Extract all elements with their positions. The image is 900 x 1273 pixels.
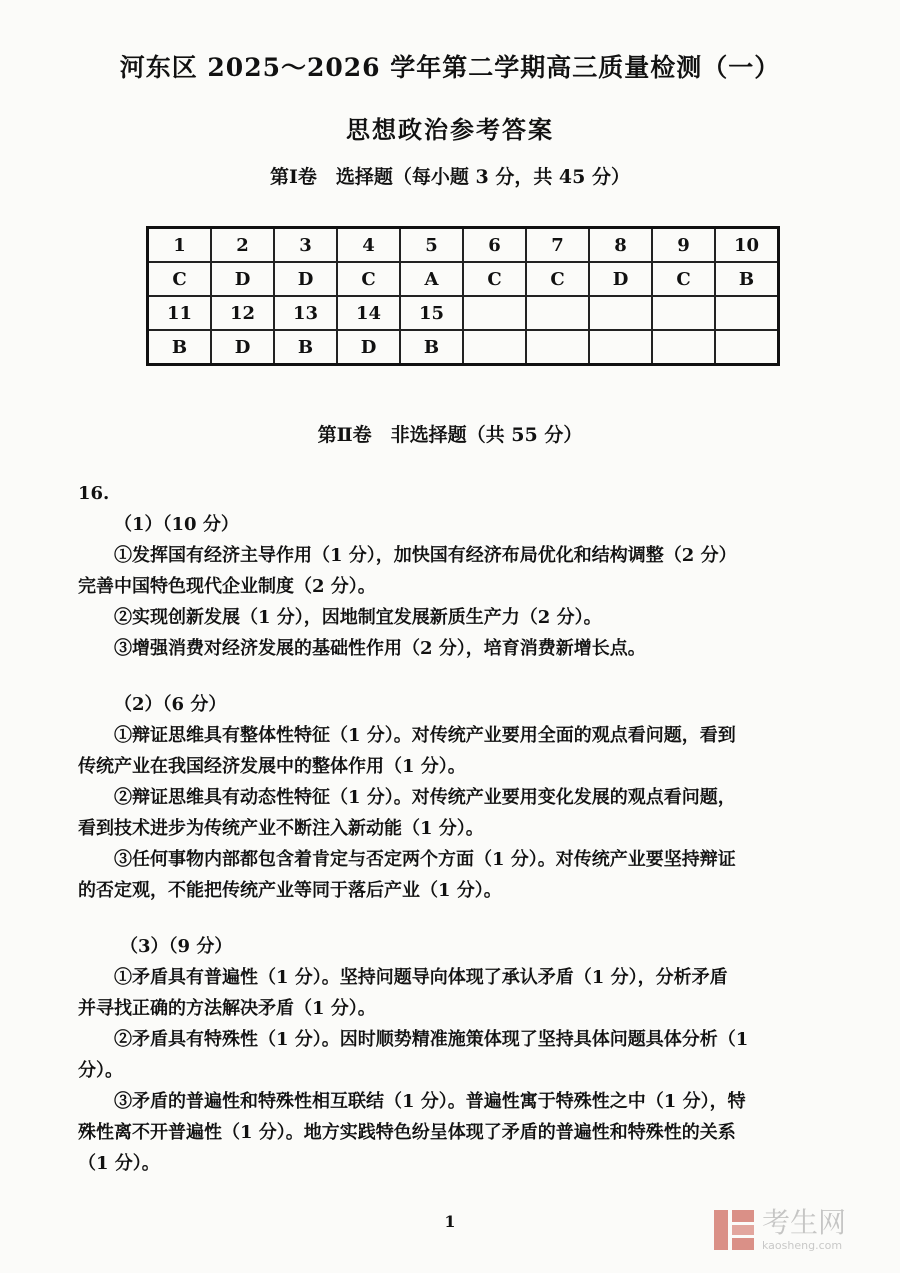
answer-cell	[652, 330, 715, 365]
sub-question-2-heading: （2）（6 分）	[114, 694, 227, 715]
question-number-cell	[463, 296, 526, 330]
question-number-cell: 6	[463, 228, 526, 263]
question-number-cell: 4	[337, 228, 400, 263]
answer-cell: C	[652, 262, 715, 296]
question-number-cell	[589, 296, 652, 330]
answer-line: 并寻找正确的方法解决矛盾（1 分）。	[78, 998, 376, 1019]
question-number-cell: 14	[337, 296, 400, 330]
question-number-cell	[715, 296, 779, 330]
answer-cell	[589, 330, 652, 365]
answer-line: ②矛盾具有特殊性（1 分）。因时顺势精准施策体现了坚持具体问题具体分析（1	[114, 1029, 749, 1050]
question-number-cell: 8	[589, 228, 652, 263]
answer-cell: C	[148, 262, 212, 296]
answer-cell: D	[337, 330, 400, 365]
question-number-cell	[652, 296, 715, 330]
sub-question-1-heading: （1）（10 分）	[114, 514, 239, 535]
page-title: 河东区 2025～2026 学年第二学期高三质量检测（一）	[119, 53, 781, 82]
answer-cell	[463, 330, 526, 365]
question-number-cell: 3	[274, 228, 337, 263]
question-number-cell: 7	[526, 228, 589, 263]
part2-heading: 第Ⅱ卷 非选择题（共 55 分）	[317, 424, 583, 446]
answer-cell: C	[526, 262, 589, 296]
answer-line: ①发挥国有经济主导作用（1 分），加快国有经济布局优化和结构调整（2 分）	[114, 545, 737, 566]
watermark-name: 考生网	[762, 1206, 847, 1239]
answer-row	[148, 262, 779, 296]
answer-line: ③任何事物内部都包含着肯定与否定两个方面（1 分）。对传统产业要坚持辩证	[114, 849, 736, 870]
sub-question-3-heading: （3）（9 分）	[120, 936, 233, 957]
answer-table	[146, 226, 780, 366]
answer-line: 殊性离不开普遍性（1 分）。地方实践特色纷呈体现了矛盾的普遍性和特殊性的关系	[78, 1122, 736, 1143]
answer-cell: C	[463, 262, 526, 296]
watermark	[712, 1200, 882, 1260]
answer-line: （1 分）。	[78, 1153, 160, 1174]
question-number-cell: 11	[148, 296, 212, 330]
page-number: 1	[444, 1212, 456, 1231]
question-number: 16.	[78, 483, 110, 504]
answer-line: 分）。	[78, 1060, 123, 1081]
part1-heading: 第Ⅰ卷 选择题（每小题 3 分，共 45 分）	[269, 166, 630, 188]
watermark-url: kaosheng.com	[762, 1239, 843, 1252]
question-number-row	[148, 296, 779, 330]
answer-cell: A	[400, 262, 463, 296]
answer-line: ①辩证思维具有整体性特征（1 分）。对传统产业要用全面的观点看问题，看到	[114, 725, 736, 746]
question-number-cell: 13	[274, 296, 337, 330]
answer-line: ②辩证思维具有动态性特征（1 分）。对传统产业要用变化发展的观点看问题，	[114, 787, 736, 808]
answer-line: ②实现创新发展（1 分），因地制宜发展新质生产力（2 分）。	[114, 607, 602, 628]
answer-line: 看到技术进步为传统产业不断注入新动能（1 分）。	[78, 818, 484, 839]
answer-row	[148, 330, 779, 365]
answer-cell: D	[274, 262, 337, 296]
page-subtitle: 思想政治参考答案	[346, 115, 554, 144]
answer-line: ③矛盾的普遍性和特殊性相互联结（1 分）。普遍性寓于特殊性之中（1 分），特	[114, 1091, 746, 1112]
answer-line: ①矛盾具有普遍性（1 分）。坚持问题导向体现了承认矛盾（1 分），分析矛盾	[114, 967, 728, 988]
answer-line: ③增强消费对经济发展的基础性作用（2 分），培育消费新增长点。	[114, 638, 646, 659]
question-number-cell: 15	[400, 296, 463, 330]
answer-cell: B	[274, 330, 337, 365]
question-number-cell: 10	[715, 228, 779, 263]
question-number-cell: 5	[400, 228, 463, 263]
question-number-cell	[526, 296, 589, 330]
answer-cell: D	[589, 262, 652, 296]
question-number-cell: 1	[148, 228, 212, 263]
answer-cell: B	[715, 262, 779, 296]
answer-line: 的否定观，不能把传统产业等同于落后产业（1 分）。	[78, 880, 502, 901]
question-16-answers	[78, 478, 858, 1179]
answer-line: 完善中国特色现代企业制度（2 分）。	[78, 576, 376, 597]
answer-line: 传统产业在我国经济发展中的整体作用（1 分）。	[78, 756, 466, 777]
answer-cell: B	[400, 330, 463, 365]
question-number-row	[148, 228, 779, 263]
question-number-cell: 2	[211, 228, 274, 263]
answer-cell: D	[211, 330, 274, 365]
question-number-cell: 12	[211, 296, 274, 330]
question-number-cell: 9	[652, 228, 715, 263]
answer-cell: B	[148, 330, 212, 365]
answer-cell: C	[337, 262, 400, 296]
answer-cell	[526, 330, 589, 365]
kaosheng-logo-icon	[712, 1208, 756, 1252]
answer-cell	[715, 330, 779, 365]
answer-cell: D	[211, 262, 274, 296]
